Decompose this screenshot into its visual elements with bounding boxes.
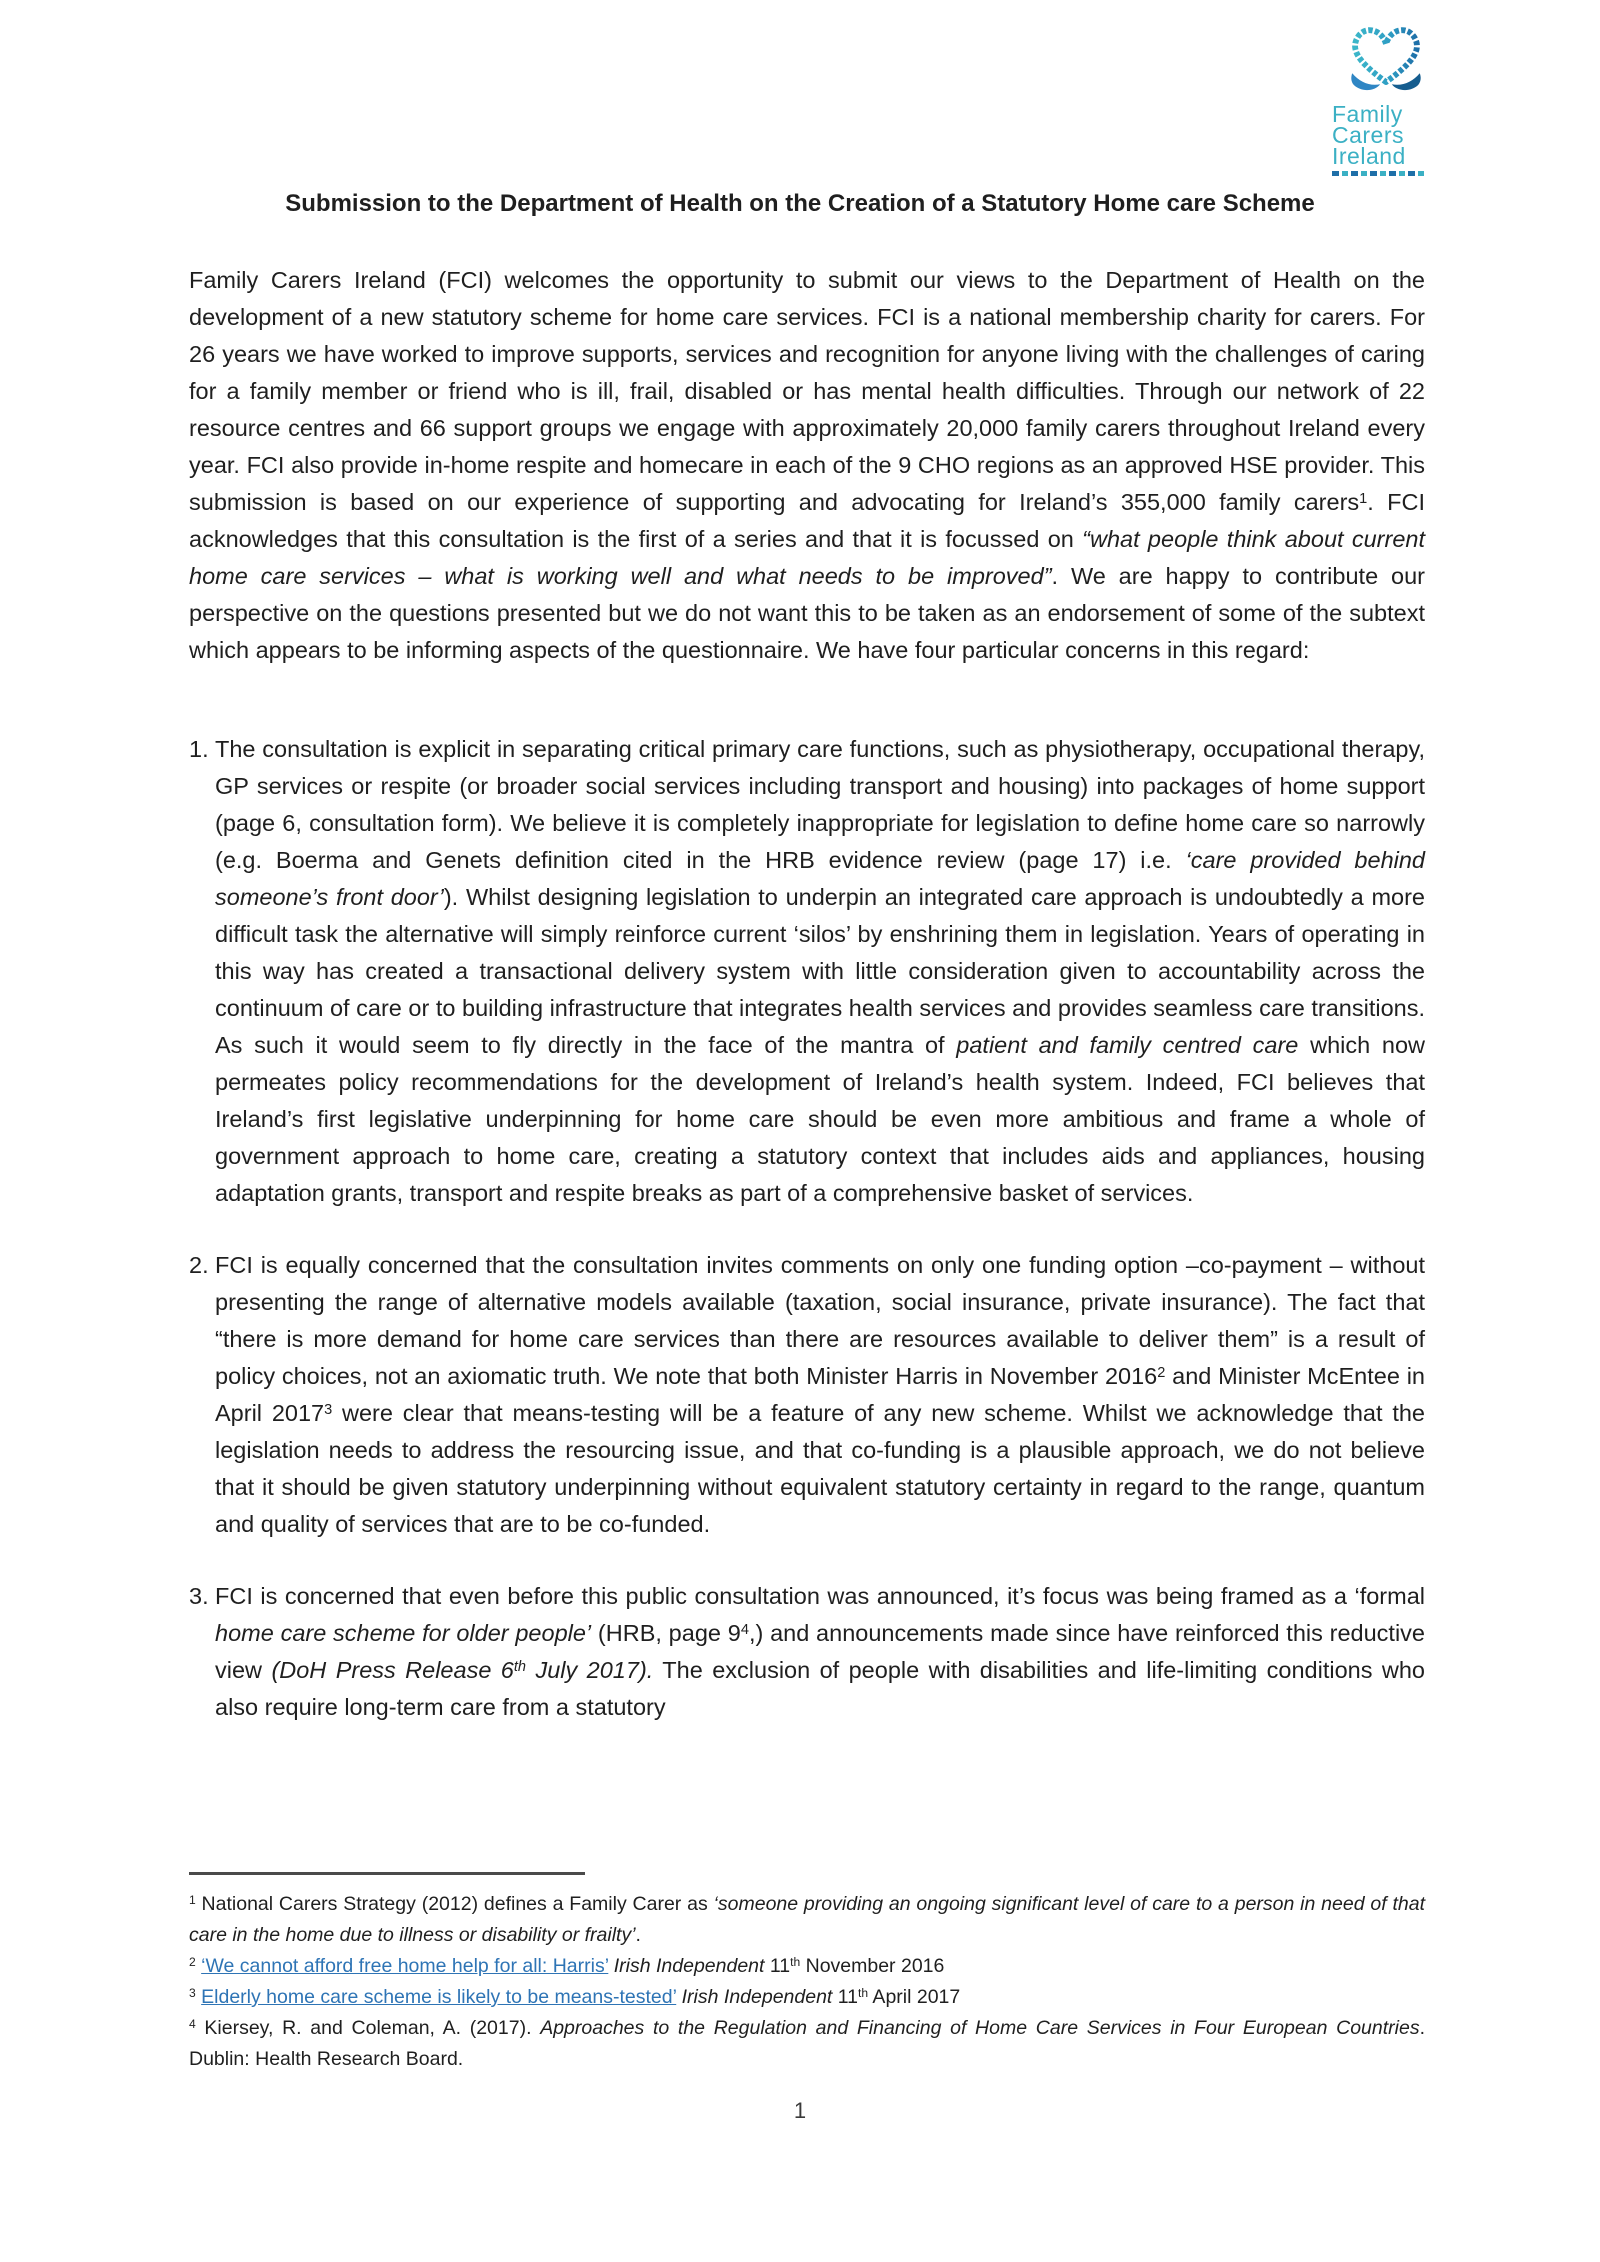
footnote-separator: [189, 1872, 585, 1875]
concerns-list: [189, 731, 1425, 1726]
logo-line-3: Ireland: [1332, 143, 1406, 169]
logo-line-1: Family: [1332, 101, 1403, 127]
footnotes: [189, 1889, 1425, 2075]
list-text: The consultation is explicit in separating critical primary care functions, such as physiotherapy, occupational therapy, GP services or respite (or broader social services including transport and housing) into packages of home support (page 6, consultation form). We believe it is completely inappropriate for legislation to define home care so narrowly (e.g. Boerma and Genets definition cited in the HRB evidence review (page 17) i.e. ‘care provided behind someone’s front door’). Whilst designing legislation to underpin an integrated care approach is undoubtedly a more difficult task the alternative will simply reinforce current ‘silos’ by enshrining them in legislation. Years of operating in this way has created a transactional delivery system with little consideration given to accountability across the continuum of care or to building infrastructure that integrates health services and provides seamless care transitions. As such it would seem to fly directly in the face of the mantra of patient and family centred care which now permeates policy recommendations for the development of Ireland’s health system. Indeed, FCI believes that Ireland’s first legislative underpinning for home care should be even more ambitious and frame a whole of government approach to home care, creating a statutory context that includes aids and appliances, housing adaptation grants, transport and respite breaks as part of a comprehensive basket of services.: [215, 736, 1426, 1206]
footnote-block: [189, 1872, 1425, 2075]
intro-paragraph: Family Carers Ireland (FCI) welcomes the opportunity to submit our views to the Department of Health on the development of a new statutory scheme for home care services. FCI is a national membership charity for carers. For 26 years we have worked to improve supports, services and recognition for anyone living with the challenges of caring for a family member or friend who is ill, frail, disabled or has mental health difficulties. Through our network of 22 resource centres and 66 support groups we engage with approximately 20,000 family carers throughout Ireland every year. FCI also provide in-home respite and homecare in each of the 9 CHO regions as an approved HSE provider. This submission is based on our experience of supporting and advocating for Ireland’s 355,000 family carers$^1$. FCI acknowledges that this consultation is the first of a series and that it is focussed on “what people think about current home care services – what is working well and what needs to be improved”. We are happy to contribute our perspective on the questions presented but we do not want this to be taken as an endorsement of some of the subtext which appears to be informing aspects of the questionnaire. We have four particular concerns in this regard:: [189, 267, 1426, 663]
page-title: Submission to the Department of Health on the Creation of a Statutory Home care Scheme: [285, 190, 1315, 217]
family-carers-ireland-logo: [1332, 18, 1450, 176]
footnote-3: $^3$ Elderly home care scheme is likely to be means-tested’ Irish Independent 11th April 2017: [189, 1985, 961, 2008]
concern-item-1: [189, 731, 1425, 1212]
footnote-1: $^1$ National Carers Strategy (2012) defines a Family Carer as ‘someone providing an ongoing significant level of care to a person in need of that care in the home due to illness or disability or frailty’.: [189, 1892, 1426, 1946]
footnote-link[interactable]: Elderly home care scheme is likely to be means-tested’: [201, 1986, 677, 2008]
page-number: 1: [793, 2098, 807, 2123]
list-number: 3.: [189, 1583, 209, 1609]
list-text: FCI is concerned that even before this public consultation was announced, it’s focus was being framed as a ‘formal home care scheme for older people’ (HRB, page $9^4$,) and announcements made since have reinforced this reductive view (DoH Press Release 6th July 2017). The exclusion of people with disabilities and life-limiting conditions who also require long-term care from a statutory: [215, 1583, 1426, 1720]
footnote-2: $^2$ ‘We cannot afford free home help for all: Harris’ Irish Independent 11th November 2016: [189, 1954, 945, 1977]
logo-tagline: [1332, 171, 1424, 176]
document-body: [189, 262, 1425, 1726]
list-number: 2.: [189, 1252, 209, 1278]
footnote-link[interactable]: ‘We cannot afford free home help for all: Harris’: [201, 1955, 609, 1977]
concern-item-3: [189, 1578, 1425, 1726]
list-number: 1.: [189, 736, 209, 762]
heart-hands-icon: [1342, 18, 1430, 102]
logo-line-2: Carers: [1332, 122, 1405, 148]
logo-wordmark: [1332, 101, 1450, 169]
footnote-4: $^4$ Kiersey, R. and Coleman, A. (2017). Approaches to the Regulation and Financing of Home Care Services in Four European Countries. Dublin: Health Research Board.: [189, 2016, 1425, 2070]
list-text: FCI is equally concerned that the consultation invites comments on only one funding option –co-payment – without presenting the range of alternative models available (taxation, social insurance, private insurance). The fact that “there is more demand for home care services than there are resources available to deliver them” is a result of policy choices, not an axiomatic truth. We note that both Minister Harris in November 2016$^2$ and Minister McEntee in April 2017$^3$ were clear that means-testing will be a feature of any new scheme. Whilst we acknowledge that the legislation needs to address the resourcing issue, and that co-funding is a plausible approach, we do not believe that it should be given statutory underpinning without equivalent statutory certainty in regard to the range, quantum and quality of services that are to be co-funded.: [215, 1252, 1425, 1537]
concern-item-2: [189, 1247, 1425, 1543]
